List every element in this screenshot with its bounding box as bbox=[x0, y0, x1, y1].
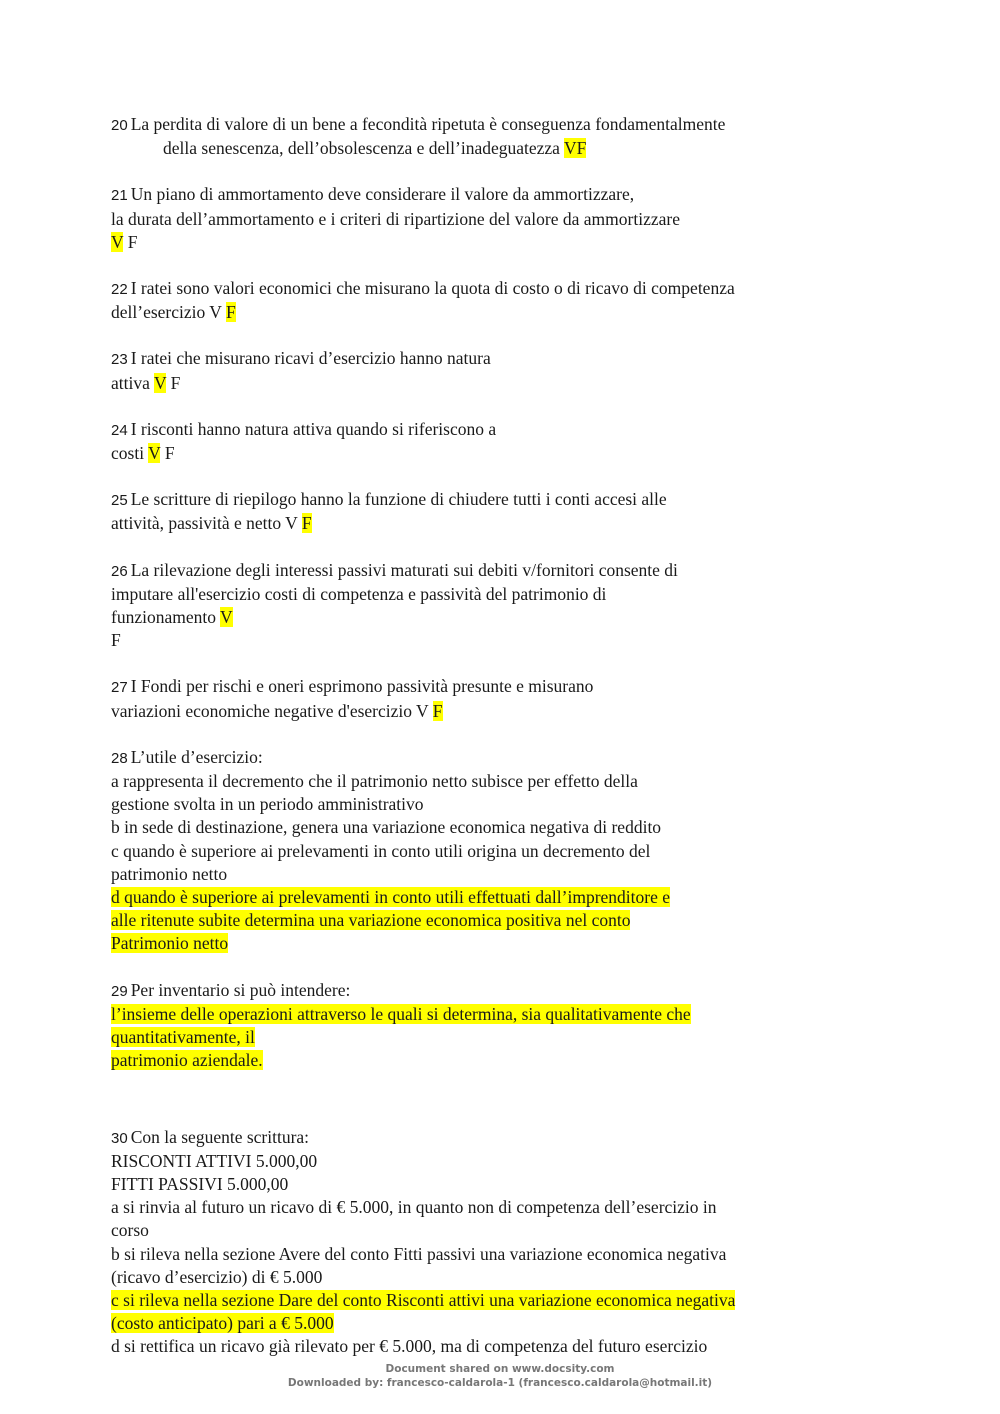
line-text: d si rettifica un ricavo già rilevato per € 5.000, ma di competenza del futuro esercizio bbox=[111, 1336, 708, 1357]
line-text: F bbox=[166, 372, 181, 393]
highlighted-answer: V bbox=[111, 231, 124, 252]
question-line bbox=[111, 583, 871, 606]
highlighted-answer: V bbox=[220, 607, 233, 628]
document-body bbox=[111, 113, 871, 1382]
highlighted-answer: c si rileva nella sezione Dare del conto Risconti attivi una variazione economica negativa bbox=[111, 1289, 736, 1310]
question-number: 22 bbox=[111, 281, 128, 299]
line-text: funzionamento bbox=[111, 607, 221, 628]
question-28 bbox=[111, 746, 871, 956]
question-line bbox=[111, 183, 871, 207]
question-line bbox=[111, 886, 871, 909]
question-number: 28 bbox=[111, 749, 128, 767]
line-text: RISCONTI ATTIVI 5.000,00 bbox=[111, 1150, 318, 1171]
question-number: 25 bbox=[111, 492, 128, 510]
question-line bbox=[111, 840, 871, 863]
line-text: FITTI PASSIVI 5.000,00 bbox=[111, 1173, 289, 1194]
page-footer bbox=[0, 1362, 1000, 1390]
line-text: la durata dell’ammortamento e i criteri di ripartizione del valore da ammortizzare bbox=[111, 208, 680, 229]
line-text: I Fondi per rischi e oneri esprimono passività presunte e misurano bbox=[130, 676, 594, 697]
question-22 bbox=[111, 277, 871, 324]
question-line bbox=[111, 746, 871, 770]
line-text: (ricavo d’esercizio) di € 5.000 bbox=[111, 1266, 323, 1287]
line-text: corso bbox=[111, 1220, 149, 1241]
question-line bbox=[111, 1312, 871, 1335]
question-line bbox=[111, 418, 871, 442]
line-text: I ratei sono valori economici che misurano la quota di costo o di ricavo di competenza bbox=[130, 278, 735, 299]
line-text: b in sede di destinazione, genera una variazione economica negativa di reddito bbox=[111, 817, 662, 838]
line-text: a si rinvia al futuro un ricavo di € 5.000, in quanto non di competenza dell’esercizio in bbox=[111, 1197, 717, 1218]
question-line bbox=[111, 488, 871, 512]
highlighted-answer: patrimonio aziendale. bbox=[111, 1050, 263, 1071]
question-line bbox=[111, 606, 871, 629]
line-text: I risconti hanno natura attiva quando si riferiscono a bbox=[130, 418, 497, 439]
question-line bbox=[111, 629, 871, 652]
line-text: imputare all'esercizio costi di competenza e passività del patrimonio di bbox=[111, 583, 607, 604]
question-line bbox=[111, 675, 871, 699]
question-line bbox=[111, 700, 871, 723]
question-27 bbox=[111, 675, 871, 722]
footer-shared-text: Document shared on www.docsity.com bbox=[385, 1363, 615, 1375]
highlighted-answer: quantitativamente, il bbox=[111, 1027, 255, 1048]
highlighted-answer: l’insieme delle operazioni attraverso le quali si determina, sia qualitativamente che bbox=[111, 1003, 691, 1024]
highlighted-answer: V bbox=[148, 443, 161, 464]
highlighted-answer: F bbox=[432, 700, 443, 721]
line-text: variazioni economiche negative d'esercizio V bbox=[111, 700, 433, 721]
question-line bbox=[111, 442, 871, 465]
question-line bbox=[111, 770, 871, 793]
line-text: Un piano di ammortamento deve considerare il valore da ammortizzare, bbox=[130, 184, 635, 205]
question-number: 29 bbox=[111, 982, 128, 1000]
question-line bbox=[111, 1003, 871, 1026]
highlighted-answer: (costo anticipato) pari a € 5.000 bbox=[111, 1313, 334, 1334]
line-text: I ratei che misurano ricavi d’esercizio hanno natura bbox=[130, 348, 491, 369]
question-line bbox=[111, 231, 871, 254]
line-text: attività, passività e netto V bbox=[111, 513, 302, 534]
highlighted-answer: V bbox=[153, 372, 167, 393]
question-line bbox=[111, 793, 871, 816]
highlighted-answer: d quando è superiore ai prelevamenti in conto utili effettuati dall’imprenditore e bbox=[111, 887, 671, 908]
question-line bbox=[111, 277, 871, 301]
line-text: attiva bbox=[111, 372, 154, 393]
line-text: F bbox=[160, 443, 175, 464]
question-line bbox=[111, 1289, 871, 1312]
question-number: 23 bbox=[111, 351, 128, 369]
question-line bbox=[111, 1243, 871, 1266]
question-line bbox=[111, 347, 871, 371]
question-line bbox=[111, 816, 871, 839]
line-text: Con la seguente scrittura: bbox=[130, 1126, 310, 1147]
question-line bbox=[111, 208, 871, 231]
line-text: Per inventario si può intendere: bbox=[130, 979, 351, 1000]
highlighted-answer: alle ritenute subite determina una variazione economica positiva nel conto bbox=[111, 910, 631, 931]
question-line bbox=[111, 1026, 871, 1049]
line-text: La rilevazione degli interessi passivi maturati sui debiti v/fornitori consente di bbox=[130, 559, 678, 580]
line-text: costi bbox=[111, 443, 149, 464]
line-text: b si rileva nella sezione Avere del conto Fitti passivi una variazione economica negativa bbox=[111, 1243, 727, 1264]
question-23 bbox=[111, 347, 871, 394]
question-line bbox=[111, 559, 871, 583]
question-20 bbox=[111, 113, 871, 160]
question-number: 30 bbox=[111, 1129, 128, 1147]
highlighted-answer: VF bbox=[564, 138, 587, 159]
question-line bbox=[111, 979, 871, 1003]
question-line bbox=[111, 1219, 871, 1242]
question-line bbox=[111, 372, 871, 395]
question-line bbox=[111, 863, 871, 886]
line-text: F bbox=[111, 630, 121, 651]
line-text: a rappresenta il decremento che il patrimonio netto subisce per effetto della bbox=[111, 771, 638, 792]
question-line bbox=[111, 1049, 871, 1072]
line-text: L’utile d’esercizio: bbox=[130, 746, 263, 767]
highlighted-answer: Patrimonio netto bbox=[111, 933, 229, 954]
question-number: 26 bbox=[111, 562, 128, 580]
line-text: c quando è superiore ai prelevamenti in conto utili origina un decremento del bbox=[111, 840, 651, 861]
line-text: della senescenza, dell’obsolescenza e dell’inadeguatezza bbox=[163, 138, 564, 159]
question-line bbox=[111, 1150, 871, 1173]
question-number: 27 bbox=[111, 679, 128, 697]
line-text: dell’esercizio V bbox=[111, 302, 227, 323]
question-21 bbox=[111, 183, 871, 254]
question-line bbox=[111, 1335, 871, 1358]
line-text: patrimonio netto bbox=[111, 863, 228, 884]
question-number: 24 bbox=[111, 421, 128, 439]
question-line bbox=[111, 301, 871, 324]
question-line bbox=[111, 1126, 871, 1150]
question-line bbox=[111, 909, 871, 932]
question-25 bbox=[111, 488, 871, 535]
question-30 bbox=[111, 1126, 871, 1359]
highlighted-answer: F bbox=[226, 302, 236, 323]
question-line bbox=[111, 1173, 871, 1196]
question-26 bbox=[111, 559, 871, 653]
question-29 bbox=[111, 979, 871, 1073]
question-line bbox=[111, 137, 871, 160]
line-text: F bbox=[123, 231, 138, 252]
question-line bbox=[111, 113, 871, 137]
question-24 bbox=[111, 418, 871, 465]
line-text: Le scritture di riepilogo hanno la funzione di chiudere tutti i conti accesi alle bbox=[130, 489, 667, 510]
spacer bbox=[111, 1096, 871, 1126]
question-number: 20 bbox=[111, 117, 128, 134]
line-text: La perdita di valore di un bene a fecondità ripetuta è conseguenza fondamentalmente bbox=[130, 114, 726, 134]
question-line bbox=[111, 512, 871, 535]
line-text: gestione svolta in un periodo amministrativo bbox=[111, 794, 424, 815]
footer-downloaded-text: Downloaded by: francesco-caldarola-1 (francesco.caldarola@hotmail.it) bbox=[287, 1377, 713, 1389]
highlighted-answer: F bbox=[301, 513, 312, 534]
question-number: 21 bbox=[111, 187, 128, 205]
question-line bbox=[111, 1196, 871, 1219]
question-line bbox=[111, 1266, 871, 1289]
question-line bbox=[111, 932, 871, 955]
